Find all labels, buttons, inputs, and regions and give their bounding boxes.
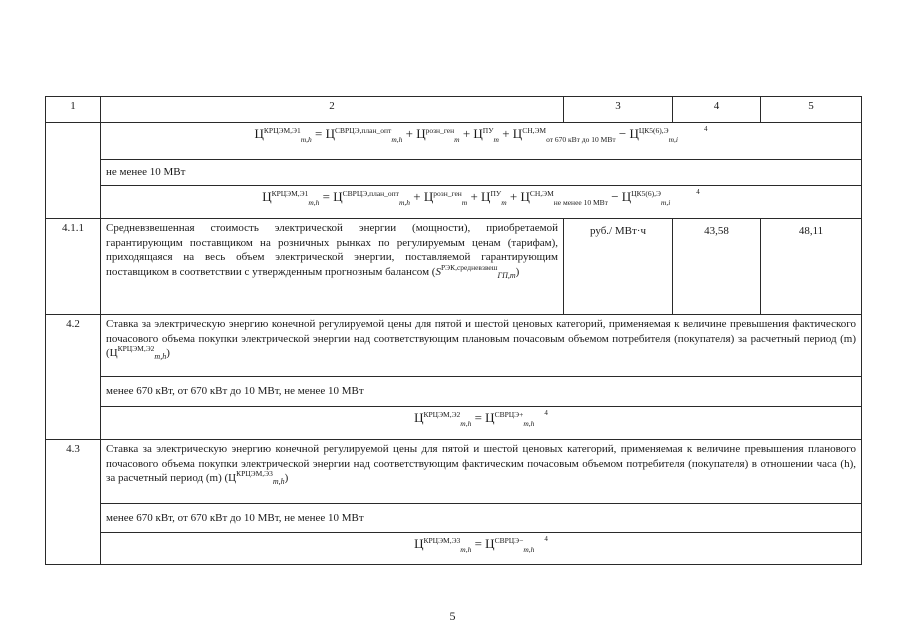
num-cell-empty bbox=[46, 123, 101, 219]
table-row bbox=[46, 219, 862, 315]
row-number: 4.3 bbox=[46, 440, 101, 565]
table-row bbox=[46, 504, 862, 533]
tariff-table bbox=[45, 96, 862, 565]
header-col-1: 1 bbox=[46, 97, 101, 123]
table-row bbox=[46, 377, 862, 407]
label-not-less-10mw: не менее 10 МВт bbox=[101, 160, 862, 186]
table-row bbox=[46, 440, 862, 504]
row-description: Средневзвешенная стоимость электрической энергии (мощности), приобретаемой гарантирующим поставщиком на розничных рынках по регулируемым ценам (тарифам), приходящаяся на весь объем электрической энергии, поставляемой гарантирующим поставщиком в соответствии с утвержденным прогнозным балансом $(S^{РЭК,средневзвеш}_{ГП,m})$ bbox=[101, 219, 564, 315]
row-number: 4.1.1 bbox=[46, 219, 101, 315]
table-header-row bbox=[46, 97, 862, 123]
value-col-5: 48,11 bbox=[761, 219, 862, 315]
value-col-4: 43,58 bbox=[673, 219, 761, 315]
table-row bbox=[46, 186, 862, 219]
header-col-5: 5 bbox=[761, 97, 862, 123]
row-description: Ставка за электрическую энергию конечной регулируемой цены для пятой и шестой ценовых категорий, применяемая к величине превышения планового почасового объема покупки электрической энергии над соответствующим фактическим почасовым объемом потребителя (покупателя) в отношении часа (h), за расчетный период (m) $(Ц^{КРЦЭМ,Э3}_{m,h})$ bbox=[101, 440, 862, 504]
unit-cell: руб./ МВт·ч bbox=[564, 219, 673, 315]
formula-4-3: $Ц^{КРЦЭМ,Э3}_{m,h} = Ц^{СВРЦЭ-}_{m,h}^4$ bbox=[101, 533, 862, 565]
table-row bbox=[46, 533, 862, 565]
page-number: 5 bbox=[449, 609, 456, 623]
row-description: Ставка за электрическую энергию конечной регулируемой цены для пятой и шестой ценовых категорий, применяемая к величине превышения фактического почасового объема покупки электрической энергии над соответствующим плановым почасовым объемом потребителя (покупателя) за расчетный период (m) $(Ц^{КРЦЭМ,Э2}_{m,h})$ bbox=[101, 315, 862, 377]
table-row bbox=[46, 407, 862, 440]
table-row bbox=[46, 160, 862, 186]
formula-4-1-top: $Ц^{КРЦЭМ,Э1}_{m,h} = Ц^{СВРЦЭ,план\_опт}_{m,h} + Ц^{розн\_ген}_m + Ц^{ПУ}_m + Ц^{СН,ЭМ}_{от 670 кВт до 10 МВт} - Ц^{ЦК5(6),Э}_{m,i}^4$ bbox=[101, 123, 862, 160]
header-col-3: 3 bbox=[564, 97, 673, 123]
table-row bbox=[46, 315, 862, 377]
capacity-label: менее 670 кВт, от 670 кВт до 10 МВт, не менее 10 МВт bbox=[101, 504, 862, 533]
header-col-4: 4 bbox=[673, 97, 761, 123]
row-number: 4.2 bbox=[46, 315, 101, 440]
capacity-label: менее 670 кВт, от 670 кВт до 10 МВт, не менее 10 МВт bbox=[101, 377, 862, 407]
formula-4-2: $Ц^{КРЦЭМ,Э2}_{m,h} = Ц^{СВРЦЭ+}_{m,h}^4$ bbox=[101, 407, 862, 440]
header-col-2: 2 bbox=[101, 97, 564, 123]
table-row bbox=[46, 123, 862, 160]
formula-4-1-bottom: $Ц^{КРЦЭМ,Э1}_{m,h} = Ц^{СВРЦЭ,план\_опт}_{m,h} + Ц^{розн\_ген}_m + Ц^{ПУ}_m + Ц^{СН,ЭМ}_{не менее 10 МВт} - Ц^{ЦК5(6),Э}_{m,i}^4$ bbox=[101, 186, 862, 219]
